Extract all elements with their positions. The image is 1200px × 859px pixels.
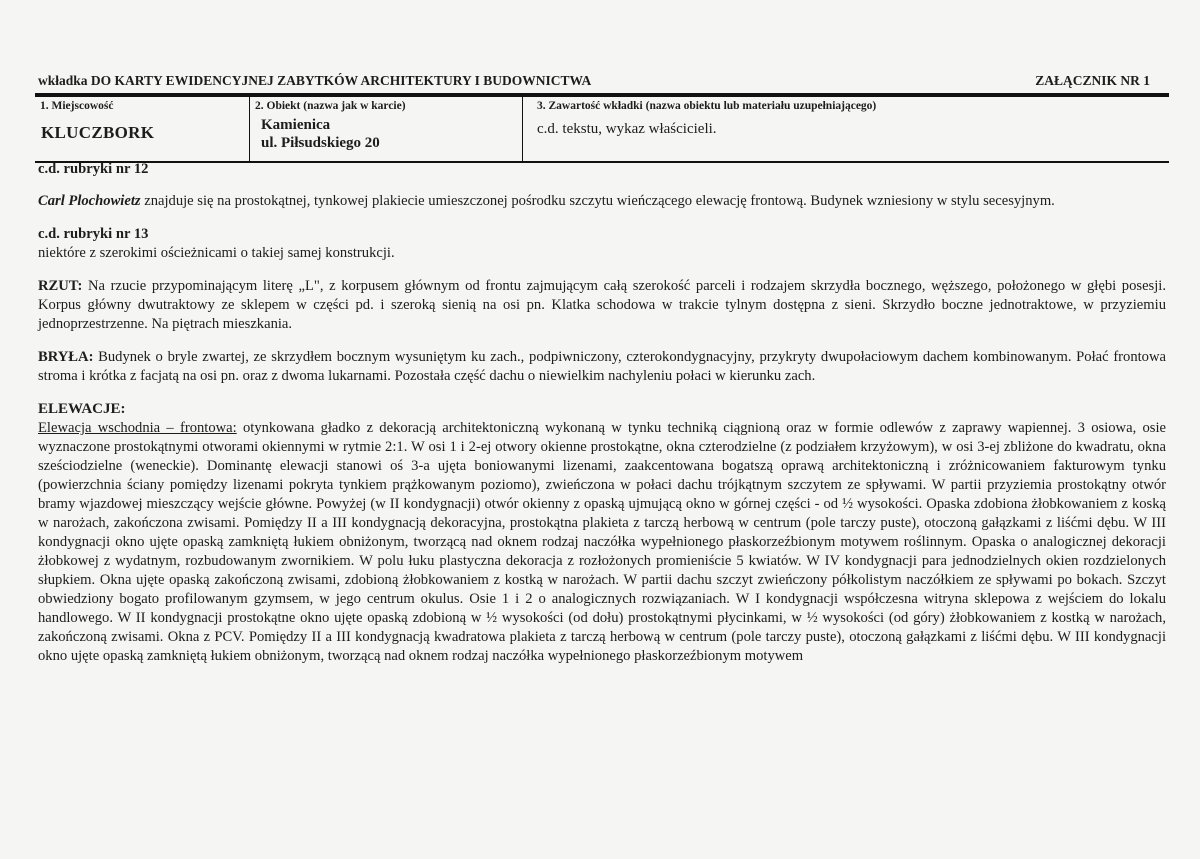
field-object-value-address: ul. Piłsudskiego 20 (261, 135, 380, 151)
section-r12-text: Carl Plochowietz znajduje się na prostokątnej, tynkowej plakiecie umieszczonej pośrodku szczytu wieńczącego elewację frontową. Budynek wzniesiony w stylu secesyjnym. (38, 193, 1055, 209)
field-contents-label: 3. Zawartość wkładki (nazwa obiektu lub materiału uzupełniającego) (537, 100, 877, 112)
architect-name: Carl Plochowietz (38, 193, 141, 209)
section-rzut: RZUT: Na rzucie przypominającym literę „L", z korpusem głównym od frontu zajmującym całą szerokość parceli i rodzajem skrzydła bocznego, węższego, położonego w głębi posesji. Korpus główny dwutraktowy ze sklepem w części pd. i szeroką sienią na osi pn. Klatka schodowa w trakcie tylnym dostępna z sieni. Skrzydło boczne jednotraktowe, w przyziemiu jednoprzestrzenne. Na piętrach mieszkania. (38, 278, 1166, 332)
section-r12-heading: c.d. rubryki nr 12 (38, 161, 149, 177)
field-locality-label: 1. Miejscowość (40, 100, 114, 112)
elevation-east-subheading: Elewacja wschodnia – frontowa: (38, 420, 237, 436)
header-table (35, 93, 1169, 163)
rzut-label: RZUT: (38, 278, 83, 294)
card-title (38, 73, 591, 89)
bryla-label: BRYŁA: (38, 349, 94, 365)
card-title-line (38, 73, 1172, 93)
section-bryla: BRYŁA: Budynek o bryle zwartej, ze skrzydłem bocznym wysuniętym ku zach., podpiwniczony, czterokondygnacyjny, przykryty dwupołaciowym dachem kombinowanym. Połać frontowa stroma i krótka z facjatą na osi pn. oraz z dwoma lukarnami. Pozostała część dachu o niewielkim nachyleniu połaci w kierunku zach. (38, 349, 1166, 384)
card-title-prefix: wkładka (38, 73, 88, 88)
document-body (38, 160, 1166, 666)
field-locality (35, 97, 250, 161)
field-object (249, 97, 523, 161)
field-object-label: 2. Obiekt (nazwa jak w karcie) (255, 100, 406, 112)
field-object-value-name: Kamienica (261, 117, 331, 133)
section-r13-heading: c.d. rubryki nr 13 (38, 226, 149, 242)
field-locality-value: KLUCZBORK (41, 123, 155, 142)
annex-label: ZAŁĄCZNIK NR 1 (1035, 73, 1150, 88)
field-contents (523, 97, 1169, 161)
card-title-main: DO KARTY EWIDENCYJNEJ ZABYTKÓW ARCHITEKTURY I BUDOWNICTWA (90, 73, 592, 88)
section-r13-text: niektóre z szerokimi ościeżnicami o takiej samej konstrukcji. (38, 245, 395, 261)
section-elevations-heading: ELEWACJE: (38, 401, 126, 417)
section-elevation-east: Elewacja wschodnia – frontowa: otynkowana gładko z dekoracją architektoniczną wykonaną w tynku techniką ciągnioną oraz w formie odlewów z zaprawy wapiennej. 3 osiowa, osie wyznaczone prostokątnymi otworami okiennymi w rytmie 2:1. W osi 1 i 2-ej otwory okienne prostokątne, okna czterodzielne (z podziałem krzyżowym), w osi 3-ej zbliżone do kwadratu, okna sześciodzielne (weneckie). Dominantę elewacji stanowi oś 3-a ujęta boniowanymi lizenami, zaakcentowana bogatszą oprawą architektoniczną i zróżnicowaniem fakturowym tynku (powierzchnia ściany pomiędzy lizenami pokryta tynkiem prążkowanym poziomo), zwieńczona w połaci dachu trójkątnym szczytem ze spływami. W partii przyziemia prostokątny otwór bramy wjazdowej mieszczący wejście główne. Powyżej (w II kondygnacji) otwór okienny z opaską ujmującą okno w górnej części - od ½ wysokości. Opaska zdobiona żłobkowaniem z koską w narożach, zakończona zwisami. Pomiędzy II a III kondygnacją dekoracyjna, prostokątna plakieta z tarczą herbową w centrum (pole tarczy puste), otoczoną gałązkami z liśćmi dębu. W III kondygnacji okno ujęte opaską zamkniętą łukiem obniżonym, tworzącą nad oknem rodzaj naczółka wypełnionego płaskorzeźbionym motywem roślinnym. Opaska o analogicznej dekoracji żłobkowej z wydatnym, rozbudowanym zwornikiem. W polu łuku plastyczna dekoracja z rozłożonych promieniście 5 kwiatów. W IV kondygnacji para jednodzielnych okien rozdzielonych słupkiem. Okna ujęte opaską zakończoną zwisami, zdobioną żłobkowaniem z kostką w narożach. W partii dachu szczyt zwieńczony półkolistym naczółkiem ze spływami po bokach. Szczyt obwiedziony bogato profilowanym gzymsem, w jego centrum okulus. Osie 1 i 2 o analogicznych rozwiązaniach. W I kondygnacji współczesna witryna sklepowa z wejściem do lokalu handlowego. W II kondygnacji prostokątne okno ujęte opaską zdobioną w ½ wysokości (od dołu) prostokątnymi płycinkami, w ½ wysokości (od góry) żłobkowaniem z kostką w narożach, zakończoną zwisami. Okna z PCV. Pomiędzy II a III kondygnacją kwadratowa plakieta z tarczą herbową w centrum (pole tarczy puste), otoczoną gałązkami z liśćmi dębu. W III kondygnacji okno ujęte opaską zamkniętą łukiem obniżonym, tworzącą nad oknem rodzaj naczółka wypełnionego płaskorzeźbionym motywem (38, 420, 1166, 664)
field-contents-value: c.d. tekstu, wykaz właścicieli. (537, 121, 717, 137)
